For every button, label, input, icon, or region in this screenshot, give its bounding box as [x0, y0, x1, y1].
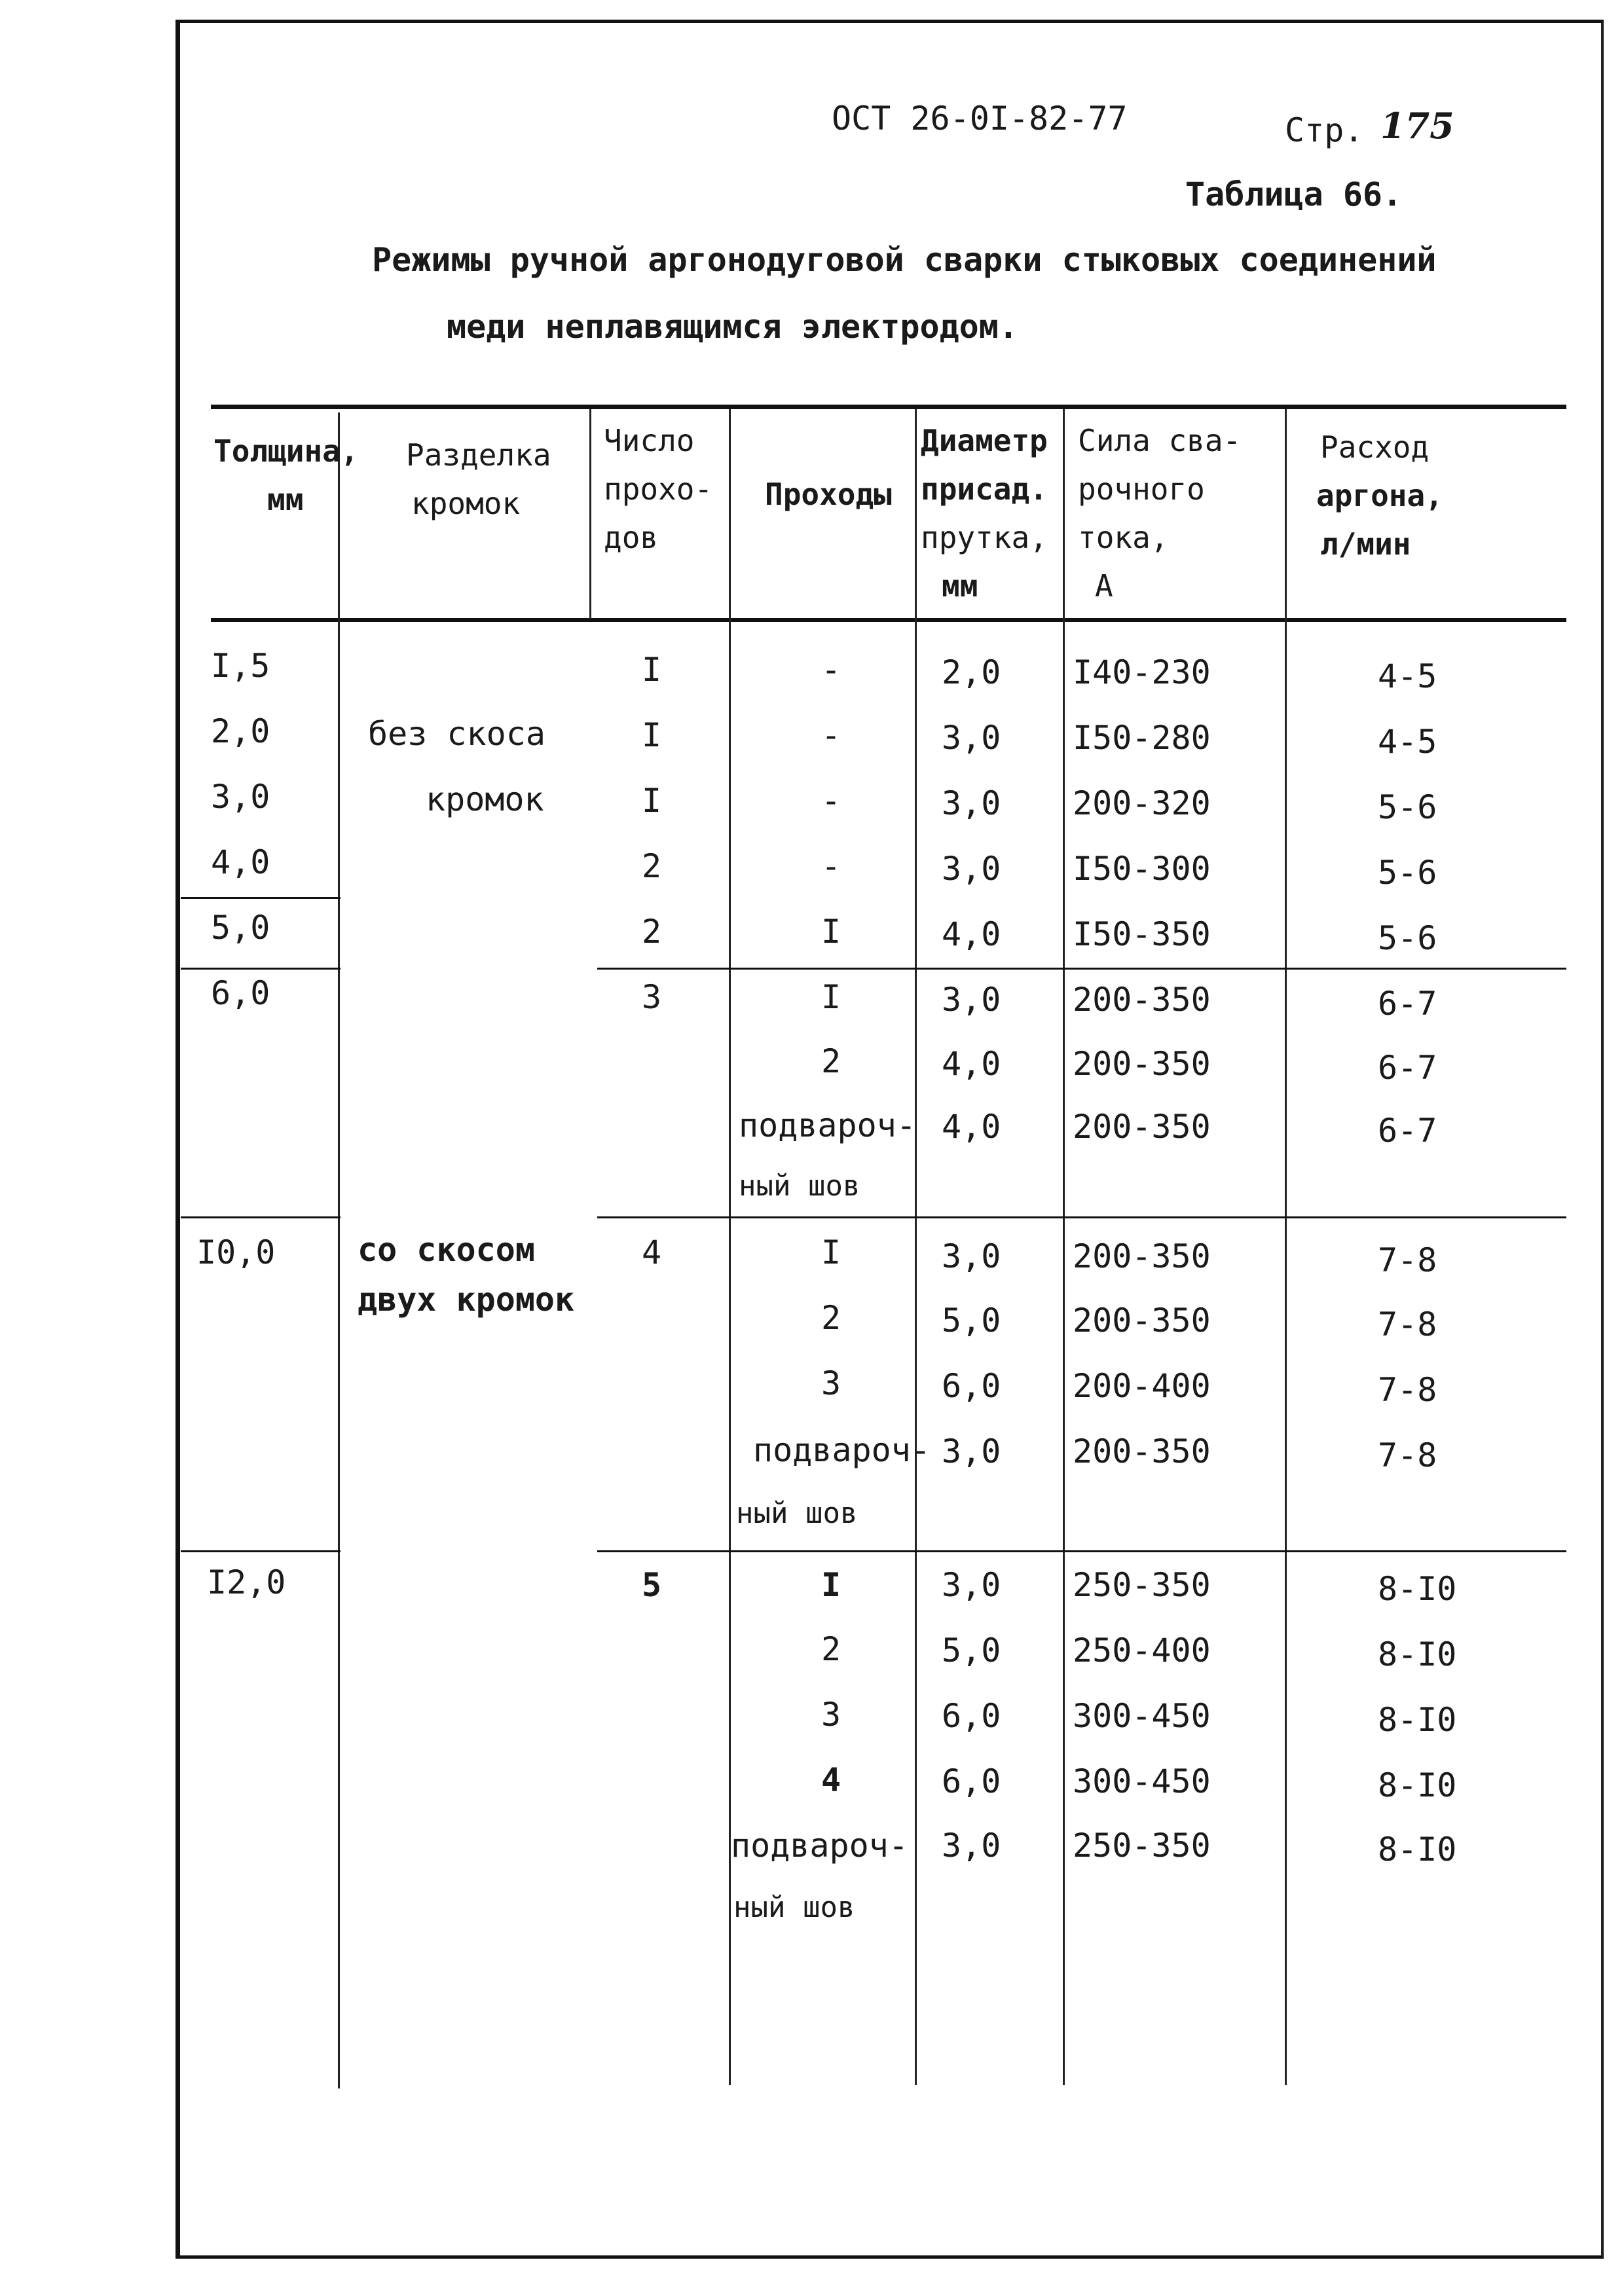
current: 300-450 — [1073, 1762, 1211, 1800]
col-header-current-3: тока, — [1078, 520, 1169, 555]
current: 250-350 — [1073, 1827, 1211, 1865]
current: 200-400 — [1073, 1367, 1211, 1405]
rod-diameter: 2,0 — [942, 653, 1001, 691]
thickness: 2,0 — [211, 712, 270, 750]
thickness: 6,0 — [211, 974, 270, 1012]
thickness: I,5 — [211, 647, 270, 685]
pass: подвароч- — [731, 1827, 908, 1865]
col-header-argon-3: л/мин — [1320, 526, 1411, 562]
current: 200-350 — [1073, 1237, 1211, 1275]
pass-count: 2 — [642, 847, 662, 885]
pass-count: 2 — [642, 913, 662, 951]
col-header-diameter-4: мм — [942, 568, 978, 604]
pass: I — [821, 978, 841, 1016]
pass-count: 3 — [642, 978, 662, 1016]
argon-flow: 8-I0 — [1378, 1831, 1457, 1868]
current: 200-350 — [1073, 981, 1211, 1019]
argon-flow: 6-7 — [1378, 985, 1437, 1023]
col-header-current-1: Сила сва- — [1078, 423, 1242, 458]
standard-number: ОСТ 26-0I-82-77 — [832, 100, 1128, 137]
edge-prep-g4-line2: двух кромок — [358, 1281, 575, 1319]
argon-flow: 7-8 — [1378, 1436, 1437, 1474]
col-header-diameter-2: присад. — [921, 471, 1048, 507]
col-header-diameter-3: прутка, — [921, 520, 1048, 555]
argon-flow: 8-I0 — [1378, 1766, 1457, 1804]
pass-count: 5 — [642, 1566, 662, 1604]
table-top-rule — [211, 405, 1566, 409]
rod-diameter: 3,0 — [942, 1566, 1001, 1604]
edge-prep-g1-line2: кромок — [426, 780, 544, 818]
pass-count: 4 — [642, 1233, 662, 1271]
table-title-line2: меди неплавящимся электродом. — [447, 308, 1018, 346]
col-divider-4 — [915, 409, 917, 2085]
row-rule-12mm-right — [597, 1550, 1566, 1552]
row-rule-6mm-right — [597, 968, 1566, 970]
col-header-argon-1: Расход — [1320, 429, 1430, 465]
rod-diameter: 3,0 — [942, 981, 1001, 1019]
current: 250-350 — [1073, 1566, 1211, 1604]
current: I50-300 — [1073, 850, 1211, 888]
current: I40-230 — [1073, 653, 1211, 691]
col-header-diameter-1: Диаметр — [921, 423, 1048, 458]
rod-diameter: 3,0 — [942, 1237, 1001, 1275]
page-label: Стр. — [1285, 111, 1364, 149]
col-header-current-4: А — [1095, 568, 1113, 604]
argon-flow: 4-5 — [1378, 723, 1437, 761]
current: 300-450 — [1073, 1697, 1211, 1735]
thickness: I2,0 — [207, 1563, 286, 1601]
rod-diameter: 5,0 — [942, 1631, 1001, 1669]
pass: 2 — [821, 1042, 841, 1080]
pass-continuation: ный шов — [733, 1891, 855, 1924]
col-divider-6 — [1285, 409, 1287, 2085]
pass: 3 — [821, 1364, 841, 1402]
argon-flow: 6-7 — [1378, 1049, 1437, 1087]
rod-diameter: 4,0 — [942, 1108, 1001, 1146]
table-label: Таблица 66. — [1185, 175, 1403, 213]
col-header-argon-2: аргона, — [1316, 478, 1443, 513]
pass: 2 — [821, 1630, 841, 1668]
edge-prep-g4-line1: со скосом — [358, 1231, 535, 1269]
rod-diameter: 5,0 — [942, 1302, 1001, 1339]
current: 200-350 — [1073, 1432, 1211, 1470]
row-rule-10mm-right — [597, 1216, 1566, 1218]
rod-diameter: 4,0 — [942, 1045, 1001, 1083]
argon-flow: 5-6 — [1378, 919, 1437, 957]
col-header-edge-1: Разделка — [406, 437, 551, 473]
pass-count: I — [642, 716, 662, 754]
pass: подвароч- — [753, 1431, 931, 1469]
rod-diameter: 6,0 — [942, 1367, 1001, 1405]
pass-count: I — [642, 651, 662, 689]
col-header-count-1: Число — [604, 423, 695, 458]
row-rule-12mm-left — [181, 1550, 341, 1552]
pass: I — [821, 913, 841, 951]
argon-flow: 6-7 — [1378, 1112, 1437, 1150]
rod-diameter: 4,0 — [942, 915, 1001, 953]
header-bottom-rule — [211, 618, 1566, 622]
row-rule-6mm-left — [181, 968, 341, 970]
argon-flow: 7-8 — [1378, 1241, 1437, 1279]
pass-continuation: ный шов — [739, 1169, 860, 1203]
thickness: 4,0 — [211, 843, 270, 881]
table-title-line1: Режимы ручной аргонодуговой сварки стыковых соединений — [372, 241, 1437, 279]
pass: I — [821, 1233, 841, 1271]
current: I50-280 — [1073, 719, 1211, 757]
col-header-count-2: прохо- — [604, 471, 713, 507]
rod-diameter: 3,0 — [942, 1827, 1001, 1865]
current: 200-350 — [1073, 1045, 1211, 1083]
pass-count: I — [642, 782, 662, 820]
pass-continuation: ный шов — [736, 1497, 858, 1530]
col-divider-2-header — [589, 409, 591, 619]
argon-flow: 5-6 — [1378, 854, 1437, 892]
current: 200-350 — [1073, 1108, 1211, 1146]
rod-diameter: 6,0 — [942, 1762, 1001, 1800]
thickness: I0,0 — [196, 1233, 276, 1271]
pass: 2 — [821, 1299, 841, 1337]
col-divider-5 — [1063, 409, 1065, 2085]
pass: 3 — [821, 1696, 841, 1734]
pass: - — [821, 651, 841, 689]
current: 250-400 — [1073, 1631, 1211, 1669]
current: 200-320 — [1073, 784, 1211, 822]
col-divider-1 — [338, 412, 340, 2088]
col-header-count-3: дов — [604, 520, 659, 555]
rod-diameter: 6,0 — [942, 1697, 1001, 1735]
argon-flow: 8-I0 — [1378, 1701, 1457, 1739]
argon-flow: 8-I0 — [1378, 1635, 1457, 1673]
row-rule-5mm — [181, 897, 341, 899]
argon-flow: 4-5 — [1378, 657, 1437, 695]
thickness: 3,0 — [211, 778, 270, 816]
col-header-current-2: рочного — [1078, 471, 1205, 507]
col-header-edge-2: кромок — [411, 486, 521, 521]
pass: - — [821, 847, 841, 885]
argon-flow: 7-8 — [1378, 1305, 1437, 1343]
thickness: 5,0 — [211, 909, 270, 947]
row-rule-10mm-left — [181, 1216, 341, 1218]
pass: подвароч- — [739, 1106, 916, 1144]
col-header-passes: Проходы — [765, 477, 892, 512]
edge-prep-g1-line1: без скоса — [368, 715, 545, 753]
pass: 4 — [821, 1761, 841, 1799]
col-header-thickness-2: мм — [267, 482, 304, 517]
pass: - — [821, 782, 841, 820]
rod-diameter: 3,0 — [942, 1432, 1001, 1470]
rod-diameter: 3,0 — [942, 850, 1001, 888]
pass: I — [821, 1566, 841, 1604]
current: I50-350 — [1073, 915, 1211, 953]
argon-flow: 8-I0 — [1378, 1570, 1457, 1608]
col-header-thickness-1: Толщина, — [213, 433, 359, 469]
argon-flow: 5-6 — [1378, 788, 1437, 826]
argon-flow: 7-8 — [1378, 1371, 1437, 1409]
current: 200-350 — [1073, 1302, 1211, 1339]
pass: - — [821, 716, 841, 754]
rod-diameter: 3,0 — [942, 719, 1001, 757]
rod-diameter: 3,0 — [942, 784, 1001, 822]
page-number: 175 — [1380, 105, 1454, 147]
